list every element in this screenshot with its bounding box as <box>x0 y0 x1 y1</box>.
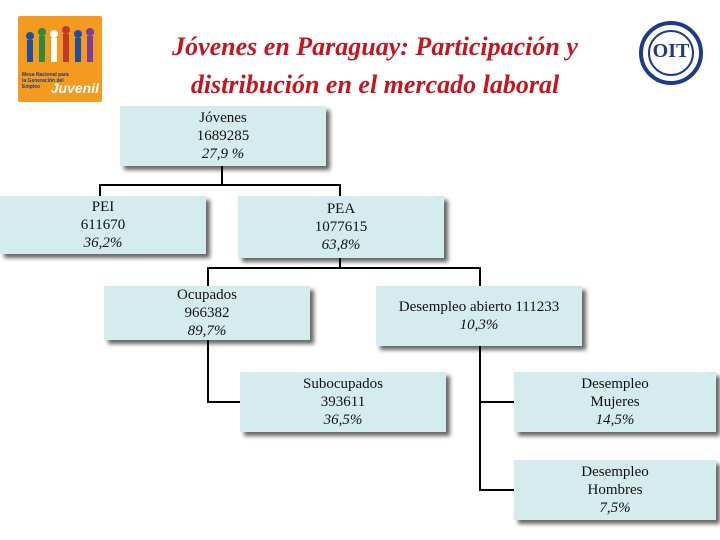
node-subocupados <box>240 372 446 432</box>
page-title: Jóvenes en Paraguay: Participación y distribución en el mercado laboral <box>172 32 578 99</box>
connector-desempleo-hombres <box>480 402 514 490</box>
node-label: PEI <box>91 199 115 215</box>
node-desempleo-mujeres <box>514 372 716 432</box>
node-label: Jóvenes <box>199 110 247 126</box>
node-percent: 36,5% <box>323 412 363 428</box>
node-label: Desempleo <box>581 376 649 392</box>
node-label: Desempleo <box>581 464 649 480</box>
node-label: Subocupados <box>303 376 383 392</box>
node-label-2: Mujeres <box>590 394 640 410</box>
connector-jovenes-pei <box>100 185 222 196</box>
node-percent: 36,2% <box>83 235 123 251</box>
node-label: PEA <box>326 201 356 217</box>
node-label: Desempleo abierto 111233 <box>398 299 560 315</box>
node-percent: 27,9 % <box>201 146 245 162</box>
node-pei <box>0 196 206 254</box>
node-percent: 89,7% <box>187 323 227 339</box>
node-percent: 7,5% <box>599 500 631 516</box>
connector-desempleo-mujeres <box>480 346 514 402</box>
oit-mark: OIT <box>652 40 690 62</box>
node-pea <box>238 196 444 258</box>
connector-pea-ocupados <box>208 258 340 286</box>
node-ocupados <box>104 286 310 340</box>
node-value: 393611 <box>320 394 366 410</box>
node-value: 1689285 <box>196 128 250 144</box>
node-jovenes <box>120 106 326 166</box>
connector-jovenes-pea <box>222 166 340 196</box>
connector-ocupados-subocupados <box>208 340 240 402</box>
mesa-empleo-juvenil-logo <box>18 16 102 102</box>
people-icon <box>18 16 102 76</box>
node-label-2: Hombres <box>587 482 643 498</box>
oit-logo <box>638 20 704 86</box>
node-value: 966382 <box>184 305 230 321</box>
node-desempleo-abierto <box>376 286 582 346</box>
node-label: Ocupados <box>177 287 237 303</box>
node-value: 611670 <box>80 217 126 233</box>
node-desempleo-hombres <box>514 460 716 520</box>
logo-tagline: Mesa Nacional para la Generación del Empleo <box>22 72 69 90</box>
node-value: 1077615 <box>314 219 368 235</box>
connector-pea-desempleo <box>340 268 480 286</box>
node-percent: 10,3% <box>459 317 499 333</box>
node-percent: 63,8% <box>321 237 361 253</box>
logo-brand: Juvenil <box>50 80 99 96</box>
node-percent: 14,5% <box>595 412 635 428</box>
